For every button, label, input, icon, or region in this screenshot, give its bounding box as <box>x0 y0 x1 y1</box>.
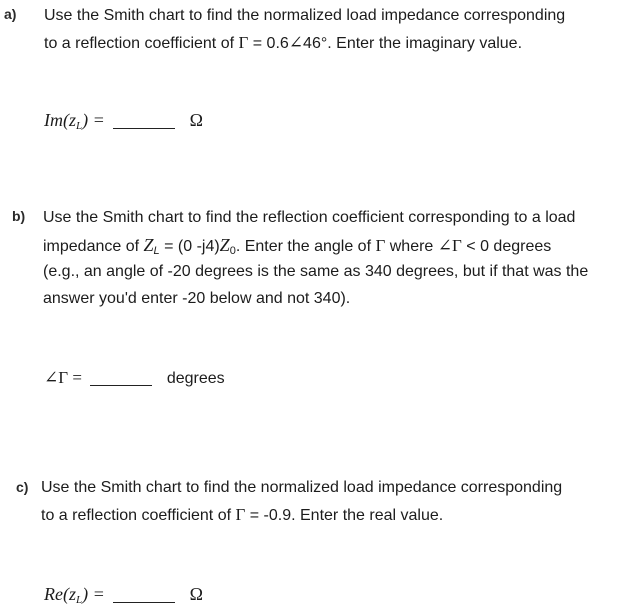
part-c-label: c) <box>16 479 29 495</box>
part-b-label: b) <box>12 208 26 224</box>
part-b-answer-row: ∠Γ = degrees <box>44 368 225 387</box>
part-b-answer-input[interactable] <box>90 369 152 386</box>
gamma-symbol: Γ <box>235 505 246 524</box>
part-a-answer-input[interactable] <box>113 112 175 129</box>
part-b-question-line-2: impedance of $Z_L = (0$ $-j4)Z_0$. Enter the angle of Γ where ∠Γ < 0 degrees <box>43 235 552 257</box>
degrees-unit: degrees <box>166 370 225 387</box>
part-a-question-line-2: to a reflection coefficient of Γ = 0.6∠46°. Enter the imaginary value. <box>44 33 523 52</box>
angle-symbol: ∠ <box>288 33 304 52</box>
part-c-answer-input[interactable] <box>113 586 175 603</box>
gamma-symbol: Γ <box>375 236 386 255</box>
part-c-question-line-2: to a reflection coefficient of Γ = -0.9. Enter the real value. <box>41 505 444 524</box>
part-b-question-line-4: answer you'd enter -20 below and not 340). <box>43 290 351 307</box>
ohm-unit: Ω <box>189 584 204 604</box>
ohm-unit: Ω <box>189 110 204 130</box>
part-c-answer-row: $Re(z_L) = \Omega$ <box>44 584 204 606</box>
part-b-question-line-1: Use the Smith chart to find the reflection coefficient corresponding to a load <box>43 209 576 226</box>
part-a-answer-row: $Im(z_L) = \Omega$ <box>44 110 204 132</box>
part-a-label: a) <box>4 6 17 22</box>
part-a-question-line-1: Use the Smith chart to find the normalized load impedance corresponding <box>44 7 566 24</box>
gamma-symbol: Γ <box>238 33 249 52</box>
part-c-question-line-1: Use the Smith chart to find the normalized load impedance corresponding <box>41 479 563 496</box>
part-b-question-line-3: (e.g., an angle of -20 degrees is the same as 340 degrees, but if that was the <box>43 263 589 280</box>
